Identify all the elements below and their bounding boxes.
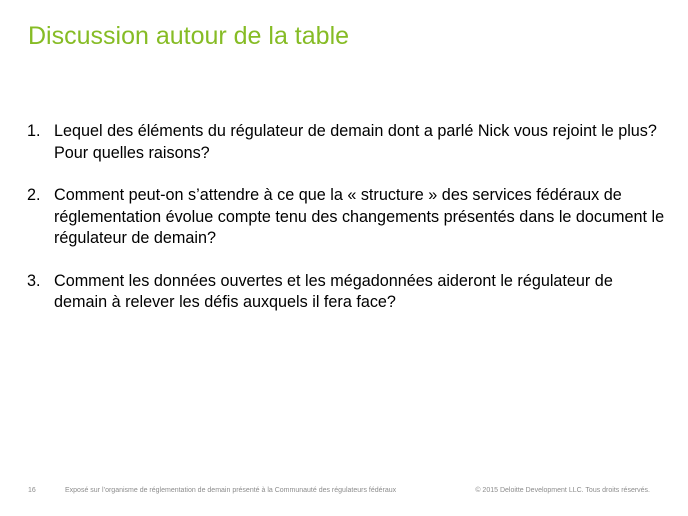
question-list [27,121,667,335]
question-number: 1. [27,122,41,140]
page-number: 16 [28,487,36,494]
question-item [27,185,667,250]
question-item [27,121,667,164]
question-text: Lequel des éléments du régulateur de demain dont a parlé Nick vous rejoint le plus? Pour quelles raisons? [54,122,657,162]
question-number: 2. [27,186,41,204]
copyright-notice: © 2015 Deloitte Development LLC. Tous droits réservés. [475,487,650,494]
slide-footer [0,487,688,499]
question-number: 3. [27,271,41,290]
question-text: Comment les données ouvertes et les mégadonnées aideront le régulateur de demain à relever les défis auxquels il fera face? [54,271,613,311]
footer-description: Exposé sur l’organisme de réglementation de demain présenté à la Communauté des régulateurs fédéraux [65,487,397,494]
question-item [27,271,667,314]
slide-title: Discussion autour de la table [28,22,350,50]
question-text: Comment peut-on s’attendre à ce que la « structure » des services fédéraux de réglementation évolue compte tenu des changements présentés dans le document le régulateur de demain? [54,186,665,247]
